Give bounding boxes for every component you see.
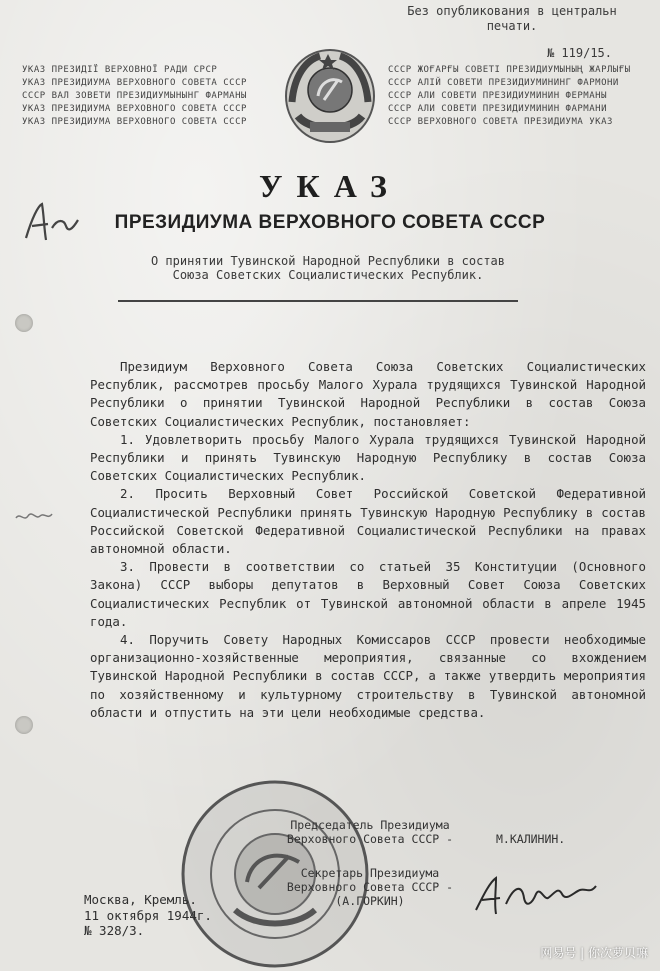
publication-note-line1: Без опубликования в центральн [407, 4, 617, 18]
margin-scribble [14, 508, 54, 528]
place: Москва, Кремль. [84, 892, 197, 907]
ussr-emblem-icon [280, 46, 380, 146]
decree-item: 4. Поручить Совету Народных Комиссаров СССР провести необходимые организационно-хозяйственные мероприятия, связанные со вхождением Тувинской Народной Республики в состав СССР, а также утвердить мероприятия по хозяйственному и культурному строительству в Тувинской автономной области и отпустить на эти цели необходимые средства. [90, 632, 646, 720]
decree-preamble: Президиум Верховного Совета Союза Советских Социалистических Республик, рассмотрев просьбу Малого Хурала трудящихся Тувинской Народной Республики о принятии Тувинской Народной Республики в состав Союза Советских Социалистических Республик, постановляет: [90, 359, 646, 429]
decree-body [90, 358, 646, 722]
publication-note-line2: печати. [486, 19, 538, 33]
header-multilingual-left [22, 64, 277, 129]
header-line: УКАЗ ПРЕЗИДИУМА ВЕРХОВНОГО СОВЕТА СССР [22, 78, 247, 88]
document-title: УКАЗ [259, 168, 401, 204]
decree-subject: О принятии Тувинской Народной Республики в состав Союза Советских Социалистических Республик. [150, 254, 505, 282]
punch-hole [15, 314, 33, 332]
divider [118, 300, 518, 302]
punch-hole [15, 716, 33, 734]
chair-name: М.КАЛИНИН. [496, 832, 566, 846]
secretary-title: Верховного Совета СССР - [286, 880, 454, 894]
header-line: УКАЗ ПРЕЗИДИУМА ВЕРХОВНОГО СОВЕТА СССР [22, 104, 247, 114]
secretary-title: Секретарь Президиума [300, 866, 440, 880]
decree-item: 2. Просить Верховный Совет Российской Советской Федеративной Социалистической Республики принять Тувинскую Народную Республику в состав Российской Советской Федеративной Социалистической Республики на правах автономной области. [90, 486, 646, 557]
chair-title: Верховного Совета СССР - [286, 832, 454, 846]
header-line: СССР ВАЛ ЗОВЕТИ ПРЕЗИДИУМЫНЫНГ ФАРМАНЫ [22, 91, 247, 101]
header-line: СССР АЛИ СОВЕТИ ПРЕЗИДИУМИНИН ФАРМАНИ [388, 104, 607, 114]
document-subtitle: ПРЕЗИДИУМА ВЕРХОВНОГО СОВЕТА СССР [114, 212, 546, 233]
header-line: СССР ЖОҒАРҒЫ СОВЕТІ ПРЕЗИДИУМЫНЫҢ ЖАРЛЫҒЫ [388, 65, 631, 75]
publication-note [382, 4, 642, 61]
handwritten-signature [470, 864, 600, 924]
chair-signature-block [250, 818, 490, 846]
header-line: УКАЗ ПРЕЗИДИУМА ВЕРХОВНОГО СОВЕТА СССР [22, 117, 247, 127]
secretary-name: (А.ГОРКИН) [335, 894, 405, 908]
decree-item: 3. Провести в соответствии со статьей 35 Конституции (Основного Закона) СССР выборы депутатов в Верховный Совет Союза Советских Социалистических Республик от Тувинской автономной области в апреле 1945 года. [90, 559, 646, 629]
chair-title: Председатель Президиума [290, 818, 450, 832]
header-multilingual-right [388, 64, 638, 129]
date: 11 октября 1944г. [84, 907, 212, 923]
secretary-signature-block [250, 866, 490, 908]
document-footer [84, 892, 212, 939]
decree-item: 1. Удовлетворить просьбу Малого Хурала трудящихся Тувинской Народной Республики и принять Тувинскую Народную Республику в состав Союза Советских Социалистических Республик. [90, 431, 646, 484]
watermark: 网易号 | 你次萝贝嘛 [540, 946, 648, 960]
header-line: СССР ВЕРХОВНОГО СОВЕТА ПРЕЗИДИУМА УКАЗ [388, 117, 613, 127]
header-line: СССР АЛІЙ СОВЕТИ ПРЕЗИДИУМИНИНГ ФАРМОНИ [388, 78, 619, 88]
header-line: СССР АЛИ СОВЕТИ ПРЕЗИДИУМИНИН ФЕРМАНЫ [388, 91, 607, 101]
header-line: УКАЗ ПРЕЗИДІЇ ВЕРХОВНОЇ РАДИ СРСР [22, 65, 218, 75]
reference-number: № 119/15. [546, 46, 612, 60]
decree-number: № 328/3. [84, 923, 145, 938]
